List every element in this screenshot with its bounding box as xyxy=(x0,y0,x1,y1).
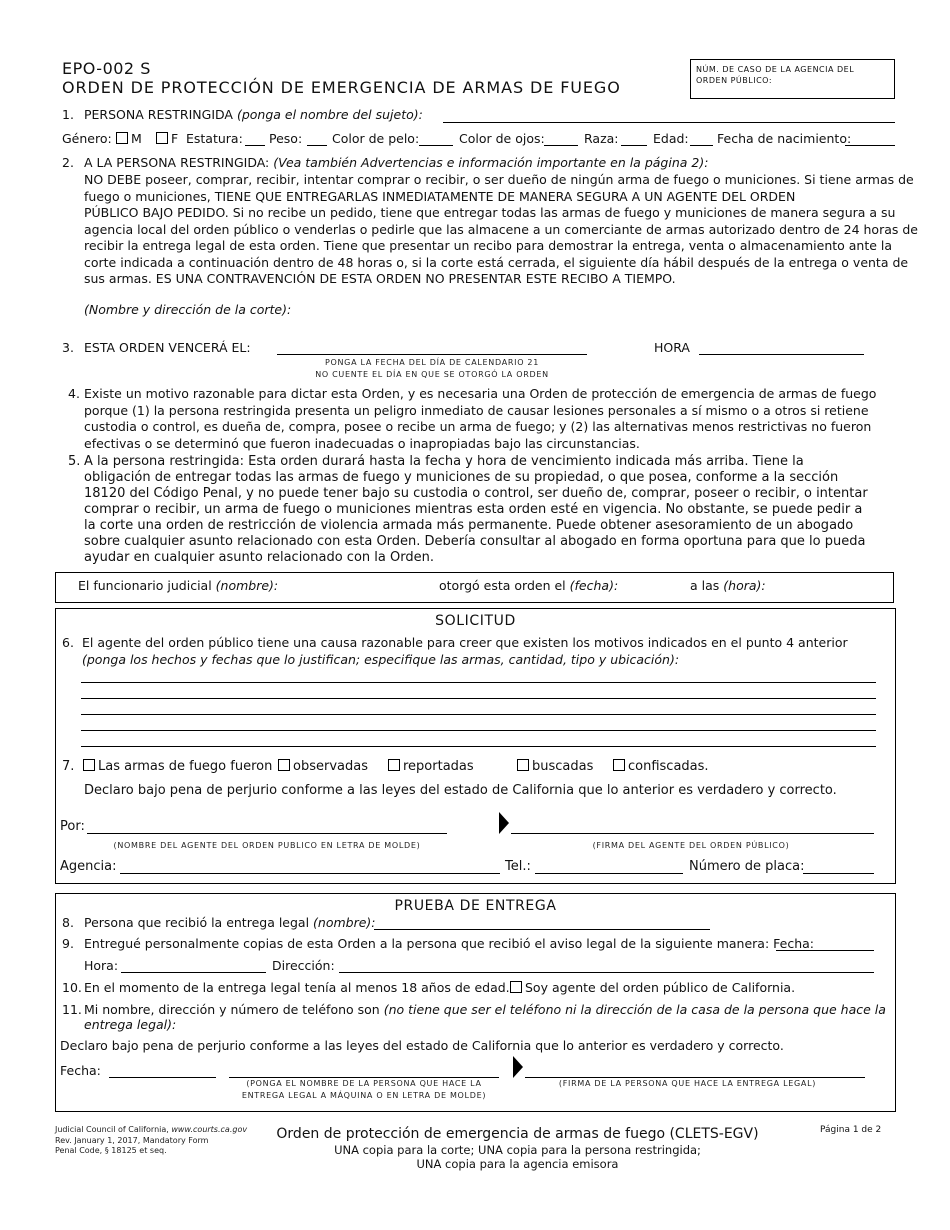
service-time-field[interactable] xyxy=(121,972,266,973)
birth-date-field[interactable] xyxy=(845,145,895,146)
searched-label: buscadas xyxy=(532,759,594,774)
observed-label: observadas xyxy=(293,759,368,774)
seized-label: confiscadas. xyxy=(628,759,709,774)
judicial-officer-text: El funcionario judicial xyxy=(78,578,212,593)
case-number-box[interactable] xyxy=(690,59,895,99)
item10-number: 10. xyxy=(62,980,82,995)
item5-line: comprar o recibir, un arma de fuego o municiones mientras esta orden esté en vigencia. No obstante, se puede pedir a xyxy=(84,502,863,517)
case-number-label-1: NÚM. DE CASO DE LA AGENCIA DEL xyxy=(696,65,855,74)
gender-m-checkbox[interactable] xyxy=(116,132,128,144)
officer-signature-field[interactable] xyxy=(511,833,874,834)
item4-line: custodia o control, es dueña de, compra, posee o recibe un arma de fuego; y (2) las alternativas menos restrictivas no fueron xyxy=(84,419,872,434)
footer-revision: Rev. January 1, 2017, Mandatory Form xyxy=(55,1135,209,1145)
granted-time-label[interactable] xyxy=(690,578,766,595)
reported-label: reportadas xyxy=(403,759,474,774)
server-date-field[interactable] xyxy=(109,1077,216,1078)
tel-label: Tel.: xyxy=(505,859,531,874)
searched-checkbox[interactable] xyxy=(517,759,529,771)
item2-heading xyxy=(84,155,708,172)
item5-line: 18120 del Código Penal, y no puede tener bajo su custodia o control, ser dueño de, comprar, poseer o recibir, o intentar xyxy=(84,486,868,501)
item5-line: sobre cualquier asunto relacionado con esta Orden. Debería consultar al abogado en forma oportuna para que lo pueda xyxy=(84,534,866,549)
sign-here-arrow-icon xyxy=(513,1056,523,1078)
tel-field[interactable] xyxy=(535,873,683,874)
ca-officer-option[interactable] xyxy=(510,980,795,997)
expiration-time-field[interactable] xyxy=(699,354,864,355)
item11-hint-line2 xyxy=(84,1017,176,1034)
judicial-officer-hint: (nombre): xyxy=(215,578,279,593)
item11-hint-2: entrega legal): xyxy=(84,1017,177,1032)
observed-checkbox[interactable] xyxy=(278,759,290,771)
expiration-note-2: NO CUENTE EL DÍA EN QUE SE OTORGÓ LA ORDEN xyxy=(315,370,549,379)
item8-number: 8. xyxy=(62,915,74,930)
weight-label: Peso: xyxy=(269,131,303,146)
item7-number: 7. xyxy=(62,759,75,774)
served-person-field[interactable] xyxy=(374,929,710,930)
gender-m-label: M xyxy=(131,131,142,146)
item2-hint: (Vea también Advertencias e información importante en la página 2): xyxy=(273,155,709,170)
firearms-were-checkbox[interactable] xyxy=(83,759,95,771)
item8-label xyxy=(84,915,376,932)
race-label: Raza: xyxy=(584,131,619,146)
item6-number: 6. xyxy=(62,635,74,650)
proof-of-service-title: PRUEBA DE ENTREGA xyxy=(394,898,557,914)
item5-line: obligación de entregar todas las armas de fuego y municiones de su propiedad, o que posea, conforme a la sección xyxy=(84,470,839,485)
server-declaration: Declaro bajo pena de perjurio conforme a las leyes del estado de California que lo anterior es verdadero y correcto. xyxy=(60,1038,784,1053)
ca-officer-label: Soy agente del orden público de California. xyxy=(525,980,796,995)
footer-copies-1: UNA copia para la corte; UNA copia para la persona restringida; xyxy=(334,1143,701,1157)
page-title: ORDEN DE PROTECCIÓN DE EMERGENCIA DE ARMAS DE FUEGO xyxy=(62,78,621,97)
item2-number: 2. xyxy=(62,155,74,170)
hair-color-field[interactable] xyxy=(419,145,453,146)
item8-hint: (nombre): xyxy=(313,915,376,930)
granted-time-hint: (hora): xyxy=(723,578,766,593)
court-name-hint: (Nombre y dirección de la corte): xyxy=(84,302,292,317)
weight-field[interactable] xyxy=(307,145,327,146)
height-label: Estatura: xyxy=(186,131,243,146)
birth-date-label: Fecha de nacimiento: xyxy=(717,131,852,146)
item6-text: El agente del orden público tiene una causa razonable para creer que existen los motivos indicados en el punto 4 anterior xyxy=(82,635,848,650)
item1-label xyxy=(84,107,423,124)
granted-text: otorgó esta orden el xyxy=(439,578,566,593)
item4-paragraph xyxy=(84,386,876,452)
granted-at-text: a las xyxy=(690,578,720,593)
firearms-were-label: Las armas de fuego fueron xyxy=(98,759,273,774)
granted-date-hint: (fecha): xyxy=(569,578,619,593)
expiration-date-field[interactable] xyxy=(277,354,587,355)
server-name-caption-1: (PONGA EL NOMBRE DE LA PERSONA QUE HACE LA xyxy=(246,1079,482,1088)
form-id: EPO-002 S xyxy=(62,59,151,78)
service-date-field[interactable] xyxy=(776,950,874,951)
sign-here-arrow-icon xyxy=(499,812,509,834)
item3-number: 3. xyxy=(62,340,74,355)
age-label: Edad: xyxy=(653,131,689,146)
agency-label: Agencia: xyxy=(60,859,117,874)
item4-number: 4. xyxy=(68,386,80,401)
reported-checkbox[interactable] xyxy=(388,759,400,771)
grounds-line-4[interactable] xyxy=(81,730,876,731)
court-name-label xyxy=(84,302,291,319)
server-name-caption-2: ENTREGA LEGAL A MÁQUINA O EN LETRA DE MOLDE) xyxy=(241,1091,487,1100)
item1-number: 1. xyxy=(62,107,74,122)
item4-line: efectivas o se determinó que fueron inadecuadas o inapropiadas bajo las circunstancias. xyxy=(84,435,640,451)
server-signature-caption: (FIRMA DE LA PERSONA QUE HACE LA ENTREGA LEGAL) xyxy=(558,1079,817,1088)
item2-line: fuego o municiones, TIENE QUE ENTREGARLAS INMEDIATAMENTE DE MANERA SEGURA A UN AGENTE DEL ORDEN xyxy=(84,188,796,204)
agency-field[interactable] xyxy=(120,873,500,874)
item9-number: 9. xyxy=(62,936,74,951)
item5-paragraph xyxy=(84,454,868,566)
item2-line: recibir la entrega legal de esta orden. Tiene que presentar un recibo para demostrar la entrega, venta o almacenamiento ante la xyxy=(84,238,893,253)
item2-line: PÚBLICO BAJO PEDIDO. Si no recibe un pedido, tiene que entregar todas las armas de fuego y municiones de manera segura a su xyxy=(84,205,896,220)
item5-number: 5. xyxy=(68,454,81,469)
footer-copies-2: UNA copia para la agencia emisora xyxy=(416,1157,619,1171)
item4-line: porque (1) la persona restringida presenta un peligro inmediato de causar lesiones personales a sí mismo o a otros si retiene xyxy=(84,402,869,418)
seized-option[interactable] xyxy=(613,759,709,774)
case-number-label-2: ORDEN PÚBLICO: xyxy=(696,76,773,85)
gender-label: Género: xyxy=(62,131,112,146)
service-time-label: Hora: xyxy=(84,958,119,973)
footer-council-name: Judicial Council of California, xyxy=(55,1125,169,1134)
hair-color-label: Color de pelo: xyxy=(332,131,420,146)
judicial-officer-label xyxy=(78,578,278,595)
footer-website-link[interactable]: www.courts.ca.gov xyxy=(171,1125,248,1134)
gender-m-option[interactable] xyxy=(116,131,142,148)
gender-f-option[interactable] xyxy=(156,131,178,148)
height-field[interactable] xyxy=(245,145,265,146)
item2-paragraph xyxy=(84,172,918,288)
item11-text xyxy=(84,1002,886,1019)
item2-line: agencia local del orden público o venderlas o pedirle que las almacene a un comerciante de armas autorizado dentro de 24 horas de xyxy=(84,221,918,237)
ca-officer-checkbox[interactable] xyxy=(510,981,522,993)
officer-signature-caption: (FIRMA DEL AGENTE DEL ORDEN PÚBLICO) xyxy=(592,841,790,850)
gender-f-checkbox[interactable] xyxy=(156,132,168,144)
firearms-were-option[interactable] xyxy=(83,759,272,774)
eye-color-field[interactable] xyxy=(544,145,578,146)
item5-line: A la persona restringida: Esta orden durará hasta la fecha y hora de vencimiento indicada más arriba. Tiene la xyxy=(84,454,804,469)
restricted-person-label: PERSONA RESTRINGIDA xyxy=(84,107,233,122)
item2-line: sus armas. ES UNA CONTRAVENCIÓN DE ESTA ORDEN NO PRESENTAR ESTE RECIBO A TIEMPO. xyxy=(84,271,676,286)
restricted-person-name-field[interactable] xyxy=(443,122,895,123)
item2-label: A LA PERSONA RESTRINGIDA: xyxy=(84,155,270,170)
item2-line: NO DEBE poseer, comprar, recibir, intentar comprar o recibir, o ser dueño de ningún arma de fuego o municiones. Si tiene armas de xyxy=(84,172,914,187)
item10-text: En el momento de la entrega legal tenía al menos 18 años de edad. xyxy=(84,980,510,995)
officer-name-field[interactable] xyxy=(87,833,447,834)
footer-form-title: Orden de protección de emergencia de armas de fuego (CLETS-EGV) xyxy=(276,1126,759,1142)
officer-declaration: Declaro bajo pena de perjurio conforme a las leyes del estado de California que lo anterior es verdadero y correcto. xyxy=(84,783,837,798)
gender-f-label: F xyxy=(171,131,179,146)
item9-text: Entregué personalmente copias de esta Orden a la persona que recibió el aviso legal de la siguiente manera: Fecha: xyxy=(84,936,814,951)
server-date-label: Fecha: xyxy=(60,1063,101,1078)
item6-hint xyxy=(82,652,679,669)
granted-date-label[interactable] xyxy=(439,578,618,595)
race-field[interactable] xyxy=(621,145,647,146)
item4-line: Existe un motivo razonable para dictar esta Orden, y es necesaria una Orden de protección de emergencia de armas de fuego xyxy=(84,386,877,401)
item11-label: Mi nombre, dirección y número de teléfono son xyxy=(84,1002,380,1017)
expiration-time-label: HORA xyxy=(654,340,690,355)
reported-option[interactable] xyxy=(388,759,474,774)
observed-option[interactable] xyxy=(278,759,368,774)
item8-text: Persona que recibió la entrega legal xyxy=(84,915,310,930)
solicitud-title: SOLICITUD xyxy=(435,613,516,629)
expiration-label: ESTA ORDEN VENCERÁ EL: xyxy=(84,340,251,355)
age-field[interactable] xyxy=(690,145,713,146)
seized-checkbox[interactable] xyxy=(613,759,625,771)
by-label: Por: xyxy=(60,819,85,834)
service-address-field[interactable] xyxy=(339,972,874,973)
grounds-line-5[interactable] xyxy=(81,746,876,747)
gender-row xyxy=(62,131,112,148)
item6-hint-text: (ponga los hechos y fechas que lo justifican; especifique las armas, cantidad, tipo y ubicación): xyxy=(82,652,680,667)
item2-line: corte indicada a continuación dentro de 48 horas o, si la corte está cerrada, el siguiente día hábil después de la entrega o venta de xyxy=(84,254,909,270)
searched-option[interactable] xyxy=(517,759,593,774)
item11-number: 11. xyxy=(62,1002,82,1017)
item5-line: la corte una orden de restricción de violencia armada más permanente. Puede obtener asesoramiento de un abogado xyxy=(84,518,854,533)
page-number: Página 1 de 2 xyxy=(820,1125,882,1135)
badge-number-label: Número de placa: xyxy=(689,859,805,874)
restricted-person-hint: (ponga el nombre del sujeto): xyxy=(236,107,423,122)
service-address-label: Dirección: xyxy=(272,958,335,973)
footer-council xyxy=(55,1125,247,1136)
expiration-note-1: PONGA LA FECHA DEL DÍA DE CALENDARIO 21 xyxy=(324,358,540,367)
grounds-line-2[interactable] xyxy=(81,698,876,699)
item11-hint-1: (no tiene que ser el teléfono ni la dirección de la casa de la persona que hace la xyxy=(383,1002,886,1017)
officer-name-caption: (NOMBRE DEL AGENTE DEL ORDEN PUBLICO EN LETRA DE MOLDE) xyxy=(113,841,421,850)
item5-line: ayudar en cualquier asunto relacionado con la Orden. xyxy=(84,550,434,565)
footer-penal-code: Penal Code, § 18125 et seq. xyxy=(55,1146,167,1155)
grounds-line-3[interactable] xyxy=(81,714,876,715)
footer-left xyxy=(55,1125,247,1157)
badge-number-field[interactable] xyxy=(803,873,874,874)
grounds-line-1[interactable] xyxy=(81,682,876,683)
eye-color-label: Color de ojos: xyxy=(459,131,545,146)
